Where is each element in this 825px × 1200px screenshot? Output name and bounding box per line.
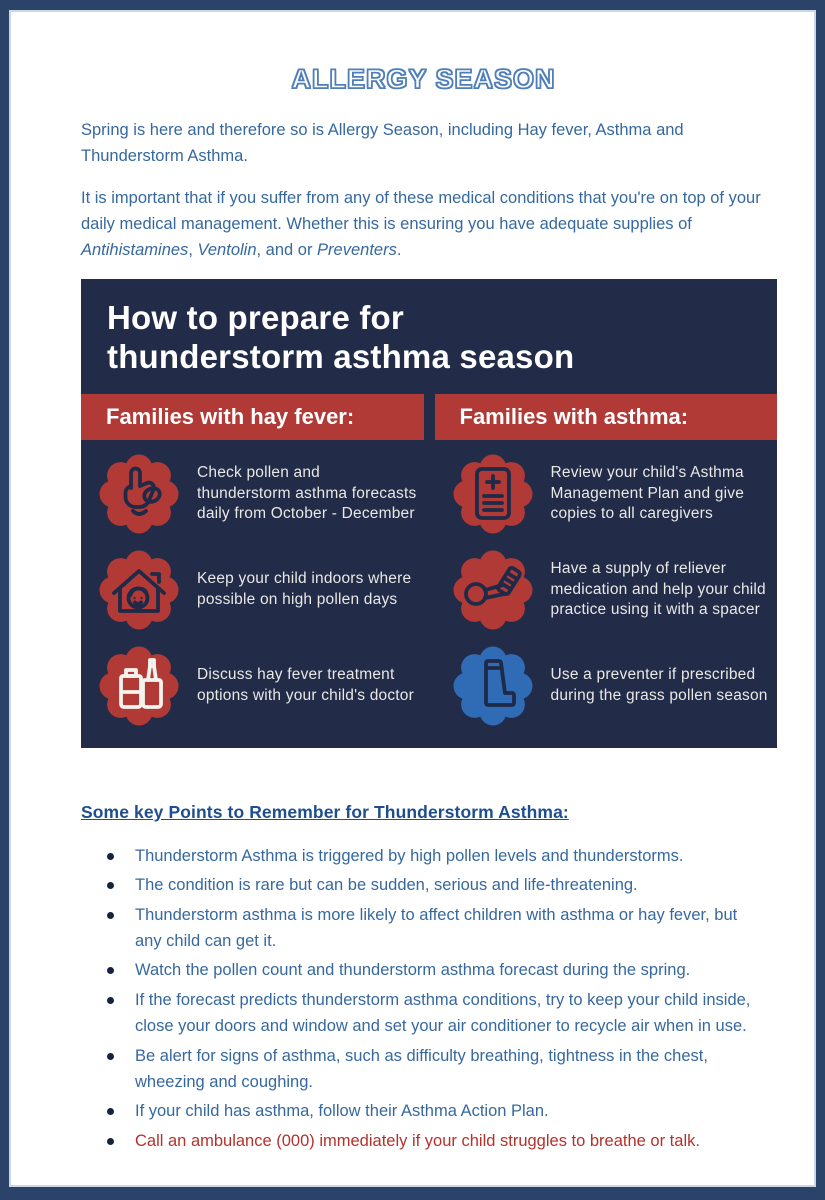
infographic-item-text: Check pollen and thunderstorm asthma forecasts daily from October - December (197, 463, 417, 523)
infographic-item-text: Use a preventer if prescribed during the grass pollen season (550, 666, 768, 704)
key-point: Watch the pollen count and thunderstorm asthma forecast during the spring. (105, 957, 766, 983)
infographic-item (435, 542, 778, 638)
infographic-item (81, 446, 424, 542)
key-point: Thunderstorm Asthma is triggered by high pollen levels and thunderstorms. (105, 843, 766, 869)
infographic-item-text: Discuss hay fever treatment options with your child's doctor (197, 666, 414, 704)
infographic-title-line2: thunderstorm asthma season (107, 337, 575, 375)
asthma-plan-icon (447, 448, 539, 540)
infographic-column (435, 446, 778, 734)
infographic-columns (81, 440, 777, 734)
house-child-icon (93, 544, 185, 636)
infographic-title-line1: How to prepare for (107, 299, 404, 337)
infographic-item (81, 638, 424, 734)
key-point: Call an ambulance (000) immediately if your child struggles to breathe or talk. (105, 1128, 766, 1154)
key-point: The condition is rare but can be sudden, serious and life-threatening. (105, 872, 766, 898)
medicine-bottles-icon (93, 640, 185, 732)
page-content (9, 10, 816, 1154)
key-point: Thunderstorm asthma is more likely to affect children with asthma or hay fever, but any child can get it. (105, 902, 766, 955)
column-header-hay-fever: Families with hay fever: (81, 394, 424, 440)
spacer-icon (447, 544, 539, 636)
paragraph: Spring is here and therefore so is Allergy Season, including Hay fever, Asthma and Thunderstorm Asthma. (81, 121, 684, 166)
infographic (81, 279, 777, 748)
key-points-section (81, 802, 766, 1154)
key-points-heading: Some key Points to Remember for Thunderstorm Asthma: (81, 801, 569, 822)
infographic-title (81, 279, 777, 394)
preventer-inhaler-icon (447, 640, 539, 732)
infographic-item-text: Review your child's Asthma Management Plan and give copies to all caregivers (550, 463, 745, 523)
intro-paragraphs (81, 117, 766, 263)
key-point: If the forecast predicts thunderstorm asthma conditions, try to keep your child inside, close your doors and window and set your air conditioner to recycle air when in use. (105, 987, 766, 1040)
hand-tap-icon (93, 448, 185, 540)
infographic-item-text: Have a supply of reliever medication and help your child practice using it with a spacer (550, 559, 766, 619)
paragraph: It is important that if you suffer from any of these medical conditions that you're on top of your daily medical management. Whether this is ensuring you have adequate supplies of Antihistamines, Ventolin, and or Preventers. (81, 189, 761, 260)
key-points-list (81, 843, 766, 1154)
page-title: ALLERGY SEASON (291, 64, 556, 94)
infographic-column-headers (81, 394, 777, 440)
key-point: Be alert for signs of asthma, such as difficulty breathing, tightness in the chest, wheezing and coughing. (105, 1043, 766, 1096)
column-header-asthma: Families with asthma: (435, 394, 778, 440)
infographic-item (435, 446, 778, 542)
infographic-item (81, 542, 424, 638)
key-point: If your child has asthma, follow their Asthma Action Plan. (105, 1098, 766, 1124)
infographic-item-text: Keep your child indoors where possible on high pollen days (197, 570, 412, 608)
infographic-column (81, 446, 424, 734)
infographic-item (435, 638, 778, 734)
